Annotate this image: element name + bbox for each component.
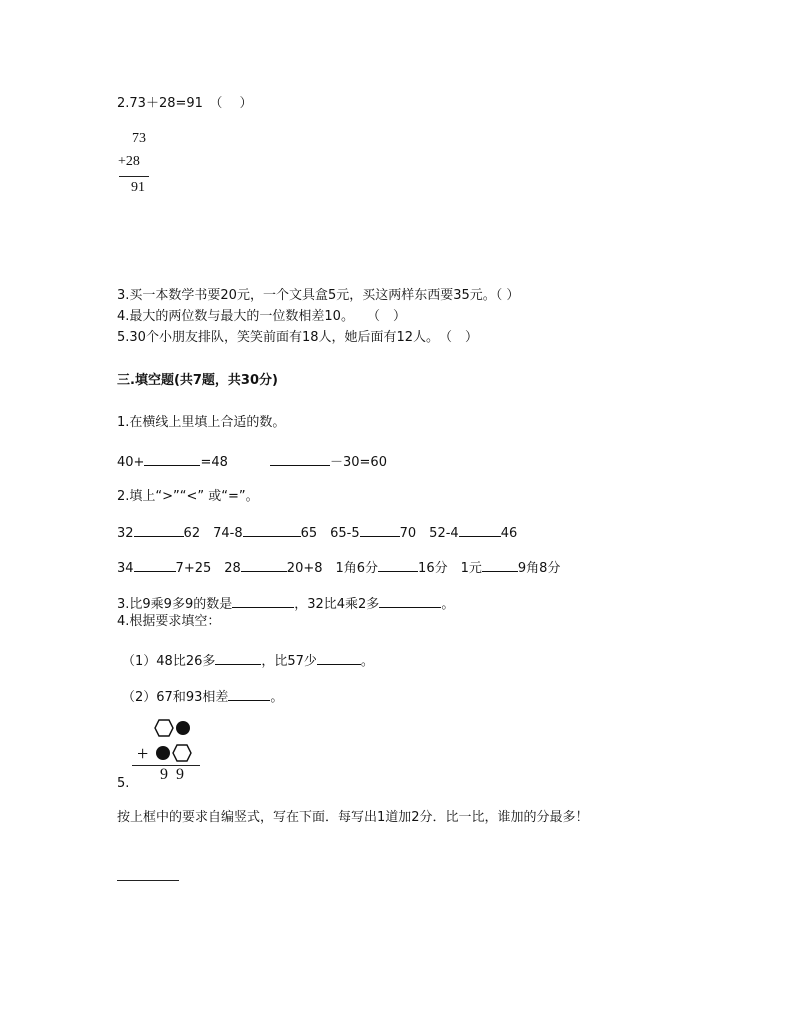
hexagon-icon xyxy=(154,719,174,737)
fill2-r1-text-1: 32 xyxy=(117,526,134,541)
fill5-plus-sign: + xyxy=(137,743,149,765)
fill4-p2-blank[interactable] xyxy=(228,688,270,701)
fill1-eq-a-left: 40+ xyxy=(117,455,145,470)
fill3-text-a: 3.比9乘9多9的数是 xyxy=(117,597,233,612)
fill3-text-c: 。 xyxy=(441,597,455,612)
answer-line[interactable] xyxy=(117,880,179,881)
fill2-r2-text-5: 9角8分 xyxy=(517,561,561,576)
hexagon-icon xyxy=(172,744,192,762)
fill2-r2-blank-2[interactable] xyxy=(241,559,287,572)
fill4-p1-text-c: 。 xyxy=(360,654,374,669)
fill5-instruction: 按上框中的要求自编竖式，写在下面．每写出1道加2分．比一比，谁加的分最多！ xyxy=(117,810,589,825)
fill4-prompt: 4.根据要求填空： xyxy=(117,614,221,629)
q2-result: 91 xyxy=(131,180,145,195)
fill2-r1-text-3: 65 65-5 xyxy=(300,526,360,541)
fill2-r2-text-1: 34 xyxy=(117,561,134,576)
fill4-p1-blank-2[interactable] xyxy=(317,652,361,665)
fill4-part1 xyxy=(122,652,374,670)
q2-sum-line xyxy=(119,176,149,177)
fill1-eq-b-right: －30=60 xyxy=(330,455,387,470)
q5-statement: 5.30个小朋友排队，笑笑前面有18人，她后面有12人。 （ ） xyxy=(117,330,479,345)
fill4-p2-text-a: （2）67和93相差 xyxy=(122,690,229,705)
q2-addend-top: 73 xyxy=(132,131,146,146)
fill2-r1-text-2: 62 74-8 xyxy=(183,526,243,541)
fill2-r1-blank-2[interactable] xyxy=(243,524,301,537)
fill3-line xyxy=(117,595,454,613)
q4-statement: 4.最大的两位数与最大的一位数相差10。 （ ） xyxy=(117,309,406,324)
q2-statement: 2.73＋28=91 （ ） xyxy=(117,96,253,111)
q2-addend-second: +28 xyxy=(118,154,140,169)
fill3-text-b: ，32比4乘2多 xyxy=(294,597,380,612)
fill2-row1 xyxy=(117,524,517,542)
fill5-number: 5. xyxy=(117,776,130,791)
fill2-r2-text-4: 16分 1元 xyxy=(418,561,482,576)
q3-statement: 3.买一本数学书要20元，一个文具盒5元，买这两样东西要35元。（ ） xyxy=(117,288,520,303)
fill2-r2-text-3: 20+8 1角6分 xyxy=(286,561,379,576)
fill3-blank-2[interactable] xyxy=(379,595,441,608)
fill2-r2-text-2: 7+25 28 xyxy=(175,561,241,576)
fill2-r2-blank-3[interactable] xyxy=(378,559,418,572)
fill4-part2 xyxy=(122,688,283,706)
fill1-eq-a-right: =48 xyxy=(200,455,228,470)
section-title: 三.填空题(共7题，共30分) xyxy=(117,373,278,388)
fill1-equation-b xyxy=(270,453,387,471)
fill1-blank-a[interactable] xyxy=(144,453,200,466)
fill3-blank-1[interactable] xyxy=(232,595,294,608)
fill4-p2-text-b: 。 xyxy=(270,690,284,705)
fill2-r1-blank-1[interactable] xyxy=(134,524,184,537)
fill4-p1-text-b: ，比57少 xyxy=(261,654,317,669)
fill2-r1-blank-3[interactable] xyxy=(360,524,400,537)
fill2-prompt: 2.填上“>”“<” 或“=”。 xyxy=(117,489,259,504)
filled-circle-icon xyxy=(155,745,171,761)
fill2-r1-text-5: 46 xyxy=(500,526,518,541)
fill1-blank-b[interactable] xyxy=(270,453,330,466)
fill2-r2-blank-4[interactable] xyxy=(482,559,518,572)
fill4-p1-text-a: （1）48比26多 xyxy=(122,654,216,669)
filled-circle-icon xyxy=(175,720,191,736)
fill2-row2 xyxy=(117,559,560,577)
fill1-prompt: 1.在横线上里填上合适的数。 xyxy=(117,415,286,430)
fill2-r1-blank-4[interactable] xyxy=(459,524,501,537)
fill2-r2-blank-1[interactable] xyxy=(134,559,176,572)
fill4-p1-blank-1[interactable] xyxy=(215,652,261,665)
fill1-equation-a xyxy=(117,453,228,471)
fill5-result: 9 9 xyxy=(160,766,186,783)
fill2-r1-text-4: 70 52-4 xyxy=(399,526,459,541)
